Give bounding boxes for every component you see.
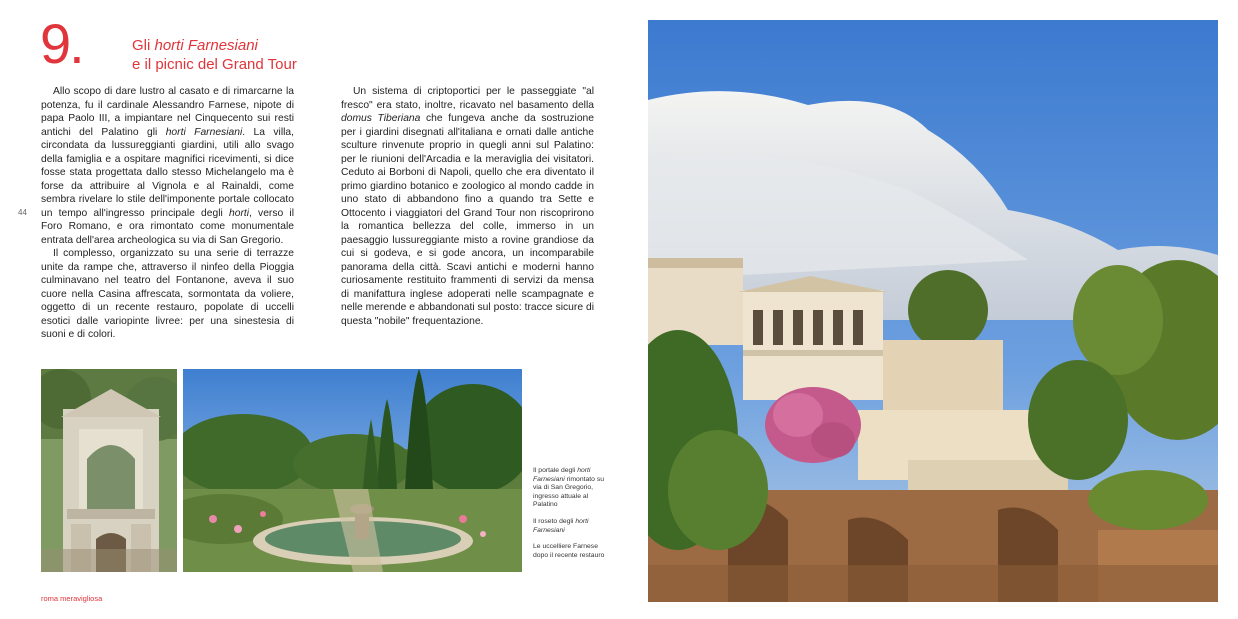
body-column-left <box>41 85 294 342</box>
caption-aviaries: Le uccelliere Farnese dopo il recente restauro <box>533 543 605 559</box>
italic-run: horti <box>228 207 250 219</box>
text-run: che fungeva anche da sostruzione per i giardini disegnati all'italiana e ornati dalle antiche sculture rinvenute proprio in quegli anni sul Palatino: per le riunioni dell'Arcadia e la meraviglia dei visitatori. Ceduto ai Borboni di Napoli, quello che era diventato il primo giardino botanico e zoologico al mondo cadde in uno stato di abbandono fino a quando tra Sette e Ottocento i viaggiatori del Grand Tour non riscoprirono la romantica bellezza del colle, immerso in un paesaggio lussureggiante misto a rovine grandiose da cui si godeva, e si gode ancora, un incomparabile panorama della città. Scavi antichi e moderni hanno curiosamente restituito frammenti di servizi da mensa di manifattura inglese adoperati nelle scampagnate e nelle merende e abbandonati sul posto: tracce sicure di questa "nobile" frequentazione. <box>341 113 594 327</box>
text-run: . La villa, circondata da lussureggianti giardini, utili allo svago della famiglia e a ospitare magnifici ricevimenti, si dice fosse stata progettata dallo stesso Michelangelo ma è forse da attribuire al Vignola e al Rainaldi, come sembra rivelare lo stile dell'imponente portale collocato un tempo all'ingresso principale degli <box>41 126 294 219</box>
text-run: Un sistema di criptoportici per le passeggiate "al fresco" era stato, inoltre, ricavato nel basamento della <box>341 86 594 111</box>
chapter-title <box>132 36 297 74</box>
caption-rose-garden <box>533 518 611 535</box>
palatine-photo <box>648 20 1218 602</box>
text-run: Allo scopo di dare lustro al casato e di rimarcarne la potenza, fu il cardinale Alessandro Farnese, nipote di papa Paolo III, a impiantare nel Cinquecento sui resti antichi del Palatino gli <box>41 86 294 138</box>
photo-captions <box>533 467 611 568</box>
rose-garden-photo <box>183 369 522 572</box>
text-run: Il roseto degli <box>533 517 576 525</box>
italic-run: domus Tiberiana <box>341 113 421 124</box>
page-number: 44 <box>18 208 27 217</box>
paragraph <box>341 85 594 328</box>
chapter-title-italic: horti Farnesiani <box>154 37 258 54</box>
paragraph: Il complesso, organizzato su una serie di terrazze unite da rampe che, attraverso il ninfeo della Pioggia culminavano nel teatro del Fontanone, aveva il suo cuore nella Casina affrescata, sormontata da voliere, oggetto di un recente restauro, popolate di uccelli esotici dalle variopinte livree: per una sinestesia di suoni e di colori. <box>41 248 294 340</box>
chapter-title-line2: e il picnic del Grand Tour <box>132 56 297 73</box>
running-footer: roma meravigliosa <box>41 594 103 603</box>
paragraph <box>41 85 294 247</box>
body-column-right <box>341 85 594 328</box>
italic-run: horti Farnesiani <box>165 126 243 138</box>
text-run: Il portale degli <box>533 467 578 474</box>
text-run: , verso il Foro Romano, e ora rimontato come monumentale entrata dell'area archeologica su via di San Gregorio. <box>41 207 294 246</box>
chapter-title-prefix: Gli <box>132 37 155 54</box>
portal-photo <box>41 369 177 572</box>
text-run: rimontato su via di San Gregorio, ingresso attuale al Palatino <box>533 475 605 509</box>
caption-portal <box>533 467 611 510</box>
italic-run: horti Farnesiani <box>533 467 591 483</box>
italic-run: horti Farnesiani <box>533 517 589 534</box>
chapter-number: 9. <box>40 12 83 75</box>
